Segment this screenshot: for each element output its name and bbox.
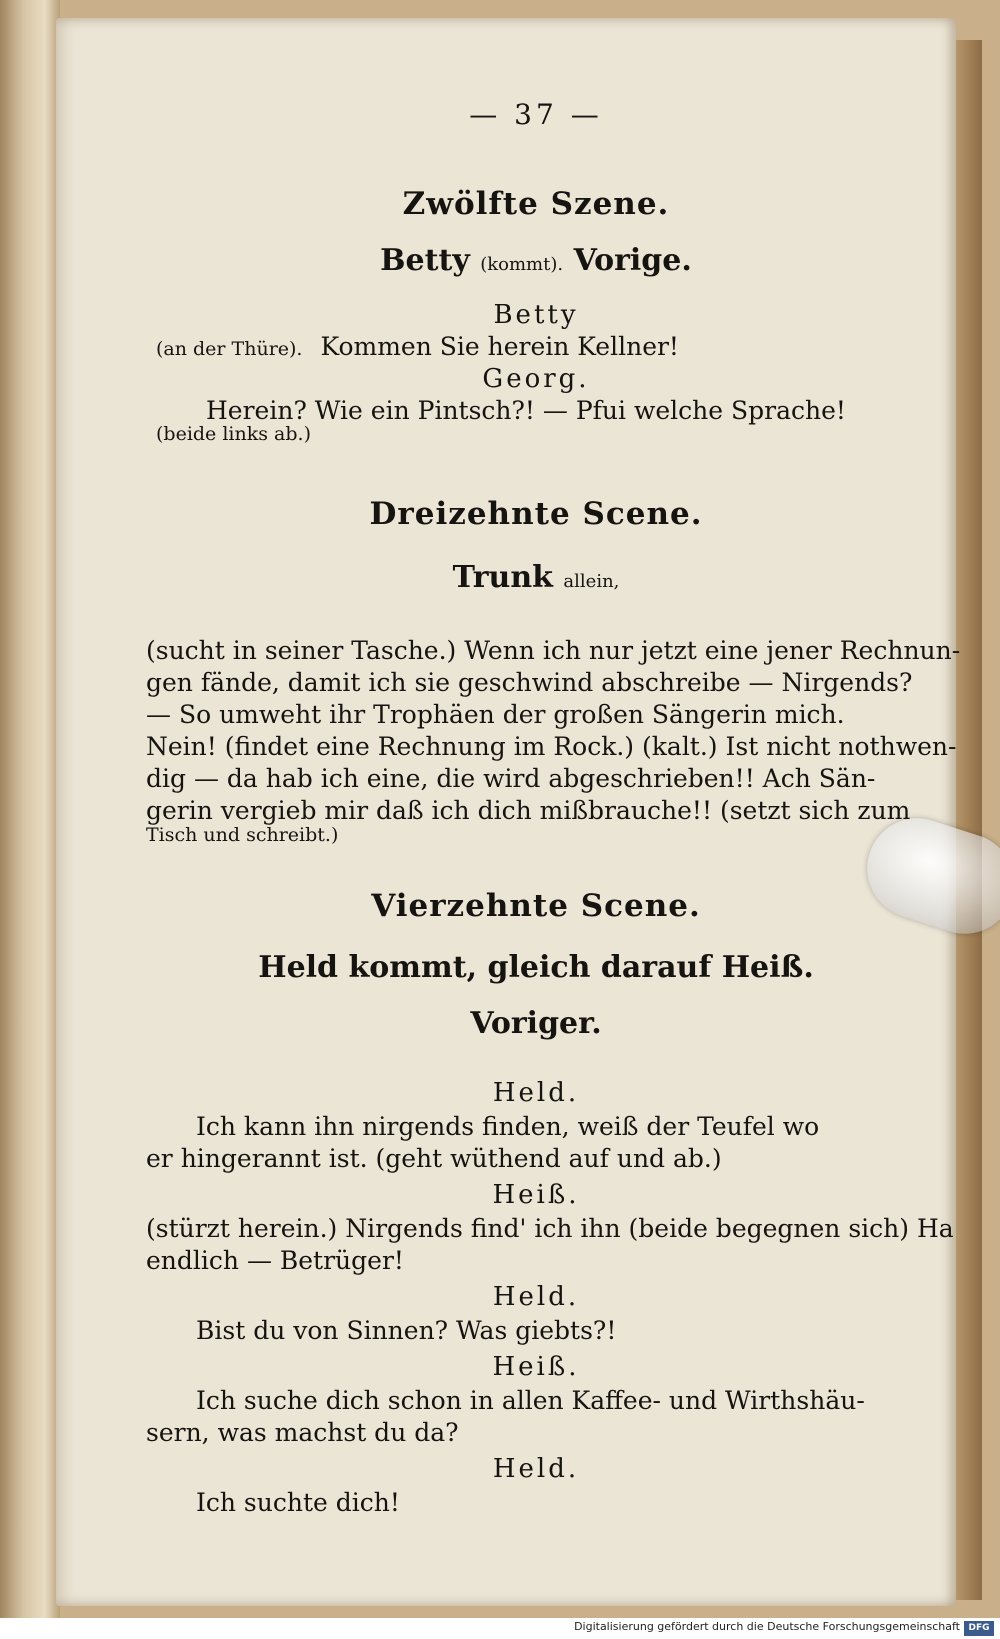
- scene-12-cast: [146, 243, 926, 278]
- stage-direction: (beide links ab.): [156, 423, 311, 445]
- cast-rest: Vorige.: [573, 243, 692, 278]
- cast-note: allein,: [563, 571, 620, 592]
- scene-13-cast: [146, 560, 926, 595]
- dialogue-line: (stürzt herein.) Nirgends find' ich ihn (beide begegnen sich) Ha: [146, 1214, 954, 1243]
- speaker-held: Held.: [492, 1282, 580, 1312]
- scene-14-title: Vierzehnte Scene.: [371, 888, 701, 924]
- book-edge: [952, 40, 982, 1600]
- page-number: — 37 —: [469, 98, 603, 131]
- dialogue-line: sern, was machst du da?: [146, 1418, 459, 1447]
- text-line: — So umweht ihr Trophäen der großen Sängerin mich.: [146, 700, 845, 729]
- scene-14-cast: Held kommt, gleich darauf Heiß.: [258, 950, 814, 985]
- scene-13-title: Dreizehnte Scene.: [369, 496, 703, 532]
- previous-page-edge: [0, 0, 60, 1618]
- text-line: gerin vergieb mir daß ich dich mißbrauche!! (setzt sich zum: [146, 796, 911, 825]
- stage-direction: (an der Thüre).: [156, 338, 303, 360]
- text-line: (sucht in seiner Tasche.) Wenn ich nur jetzt eine jener Rechnun-: [146, 636, 961, 665]
- speaker-held: Held.: [492, 1078, 580, 1108]
- dialogue-line: endlich — Betrüger!: [146, 1246, 404, 1275]
- text-line: dig — da hab ich eine, die wird abgeschrieben!! Ach Sän-: [146, 764, 876, 793]
- text-line: Nein! (findet eine Rechnung im Rock.) (kalt.) Ist nicht nothwen-: [146, 732, 957, 761]
- dfg-logo: DFG: [964, 1621, 994, 1636]
- cast-name: Trunk: [452, 560, 553, 595]
- text-line: gen fände, damit ich sie geschwind abschreibe — Nirgends?: [146, 668, 913, 697]
- cast-note: (kommt).: [480, 254, 564, 275]
- cast-name: Betty: [380, 243, 470, 278]
- dialogue-line: Ich kann ihn nirgends finden, weiß der Teufel wo: [196, 1112, 820, 1141]
- footer-bar: [0, 1618, 1000, 1639]
- speaker-betty: Betty: [493, 300, 579, 330]
- book-page: [56, 18, 961, 1606]
- dialogue-line: Ich suchte dich!: [196, 1488, 400, 1517]
- funding-notice: Digitalisierung gefördert durch die Deutsche Forschungsgemeinschaft: [574, 1620, 960, 1633]
- dialogue-line: Ich suche dich schon in allen Kaffee- und Wirthshäu-: [196, 1386, 865, 1415]
- scene-12-title: Zwölfte Szene.: [402, 186, 670, 222]
- dialogue-line: Herein? Wie ein Pintsch?! — Pfui welche Sprache!: [206, 396, 846, 425]
- dialogue-text: Kommen Sie herein Kellner!: [320, 332, 679, 361]
- stage-direction: Tisch und schreibt.): [146, 824, 339, 846]
- speaker-heiss: Heiß.: [492, 1352, 580, 1382]
- dialogue-line: [156, 332, 679, 361]
- dialogue-line: er hingerannt ist. (geht wüthend auf und ab.): [146, 1144, 722, 1173]
- scene-14-cast-rest: Voriger.: [470, 1006, 602, 1041]
- dialogue-line: Bist du von Sinnen? Was giebts?!: [196, 1316, 617, 1345]
- speaker-heiss: Heiß.: [492, 1180, 580, 1210]
- speaker-held: Held.: [492, 1454, 580, 1484]
- speaker-georg: Georg.: [482, 364, 590, 394]
